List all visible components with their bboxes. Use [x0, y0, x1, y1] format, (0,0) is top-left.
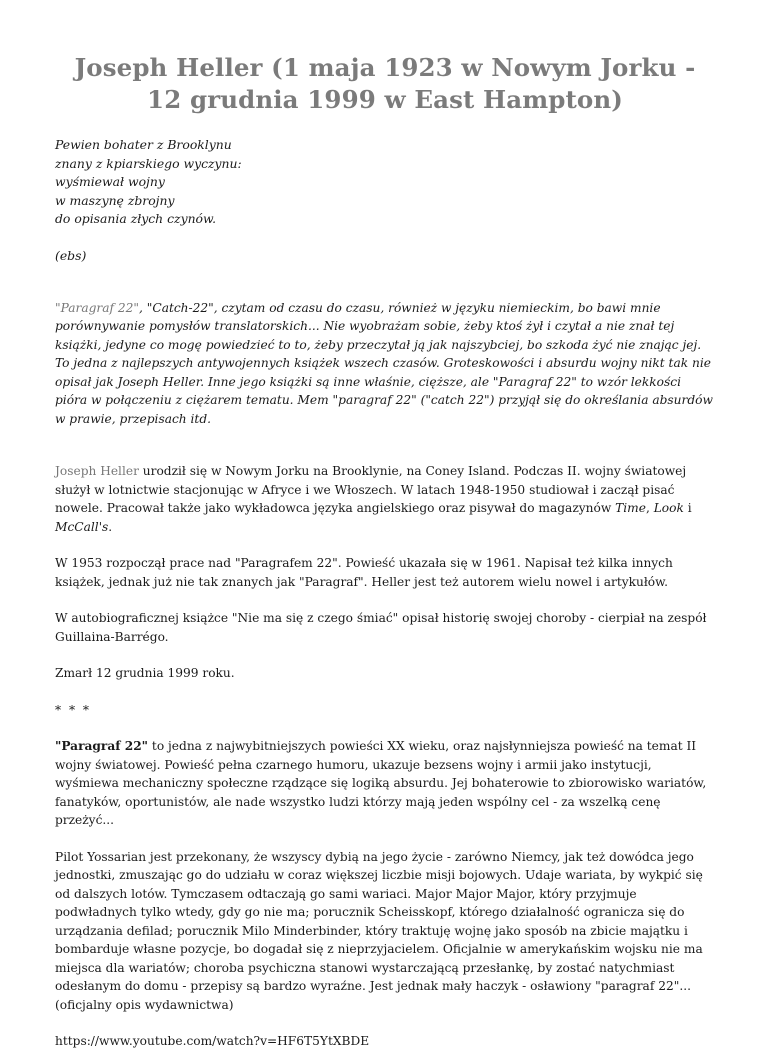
- magazine-look: Look: [653, 501, 684, 515]
- paragraph-death: Zmarł 12 grudnia 1999 roku.: [55, 666, 235, 680]
- bio-end: .: [108, 519, 113, 534]
- paragraph-autobiography: W autobiograficznej książce "Nie ma się z czego śmiać" opisał historię swojej choroby - cierpiał na zespół Guillaina-Barrégo.: [55, 611, 707, 644]
- page-title: Joseph Heller (1 maja 1923 w Nowym Jorku - 12 grudnia 1999 w East Hampton): [74, 53, 696, 114]
- intro-text: , "Catch-22", czytam od czasu do czasu, również w języku niemieckim, bo bawi mnie porównywanie pomysłów translatorskich... Nie wyobrażam sobie, żeby ktoś żył i czytał a nie znał tej książki, jedyne co mogę powiedzieć to to, żeby przeczytał ją jak najszybciej, bo szkoda żyć nie znając jej. To jedna z najlepszych antywojennych książek wszech czasów. Groteskowości i absurdu wojny nikt tak nie opisał jak Joseph Heller. Inne jego książki są inne właśnie, cięższe, ale "Paragraf 22" to wzór lekkości pióra w połączeniu z ciężarem tematu. Mem "paragraf 22" ("catch 22") przyjął się do określania absurdów w prawie, przepisach itd.: [55, 300, 713, 426]
- plot-paragraph: Pilot Yossarian jest przekonany, że wszyscy dybią na jego życie - zarówno Niemcy, jak też dowódca jego jednostki, zmuszając go do udziału w coraz większej liczbie misji bojowych. Udaje wariata, by wykpić się od dalszych lotów. Tymczasem odtaczają go sami wariaci. Major Major Major, który przyjmuje podwładnych tylko wtedy, gdy go nie ma; porucznik Scheisskopf, którego działalność ogranicza się do urządzania defilad; porucznik Milo Minderbinder, który traktuję wojnę jako sposób na zbicie majątku i bombarduje własne pozycje, bo dogadał się z nieprzyjacielem. Oficjalnie w amerykańskim wojsku nie ma miejsca dla wariatów; choroba psychiczna stanowi wystarczającą przesłankę, by zostać natychmiast odesłanym do domu - przepisy są bardzo wyraźne. Jest jednak mały haczyk - osławiony "paragraf 22"... (oficjalny opis wydawnictwa): [55, 849, 703, 1012]
- bio-separator: i: [683, 501, 692, 515]
- author-name: Joseph Heller: [55, 464, 139, 478]
- poem: [55, 136, 715, 229]
- poem-signature: (ebs): [55, 247, 87, 263]
- intro-lead: "Paragraf 22": [55, 300, 140, 315]
- bio-text: urodził się w Nowym Jorku na Brooklynie, na Coney Island. Podczas II. wojny światowej służył w lotnictwie stacjonując w Afryce i we Włoszech. W latach 1948-1950 studiował i zaczął pisać nowele. Pracował także jako wykładowca języka angielskiego oraz pisywał do magazynów: [55, 464, 687, 515]
- poem-line: znany z kpiarskiego wyczynu:: [55, 155, 242, 171]
- poem-line: w maszynę zbrojny: [55, 192, 175, 208]
- poem-line: Pewien bohater z Brooklynu: [55, 137, 232, 152]
- intro-paragraph: [55, 299, 715, 429]
- novel-text: to jedna z najwybitniejszych powieści XX wieku, oraz najsłynniejsza powieść na temat II wojny światowej. Powieść pełna czarnego humoru, ukazuje bezsens wojny i armii jako instytucji, wyśmiewa mechaniczny społeczne rządzące się logiką absurdu. Jej bohaterowie to zbiorowisko wariatów, fanatyków, oportunistów, ale nade wszystko ludzi którzy mają jeden wspólny cel - za wszelką cenę przeżyć...: [55, 739, 707, 827]
- poem-line: wyśmiewał wojny: [55, 174, 165, 189]
- bio-separator: ,: [645, 501, 654, 515]
- paragraph-1953: W 1953 rozpoczął prace nad "Paragrafem 22". Powieść ukazała się w 1961. Napisał też kilka innych książek, jednak już nie tak znanych jak "Paragraf". Heller jest też autorem wielu nowel i artykułów.: [55, 556, 673, 589]
- novel-paragraph: [55, 737, 715, 830]
- magazine-time: Time: [615, 501, 646, 515]
- novel-title: "Paragraf 22": [55, 739, 149, 753]
- youtube-link[interactable]: https://www.youtube.com/watch?v=HF6T5YtXBDE: [55, 1034, 370, 1048]
- poem-line: do opisania złych czynów.: [55, 211, 217, 226]
- article: [55, 52, 715, 1051]
- section-divider: * * *: [55, 702, 92, 717]
- bio-paragraph: [55, 462, 715, 536]
- magazine-mccalls: McCall's: [55, 519, 109, 534]
